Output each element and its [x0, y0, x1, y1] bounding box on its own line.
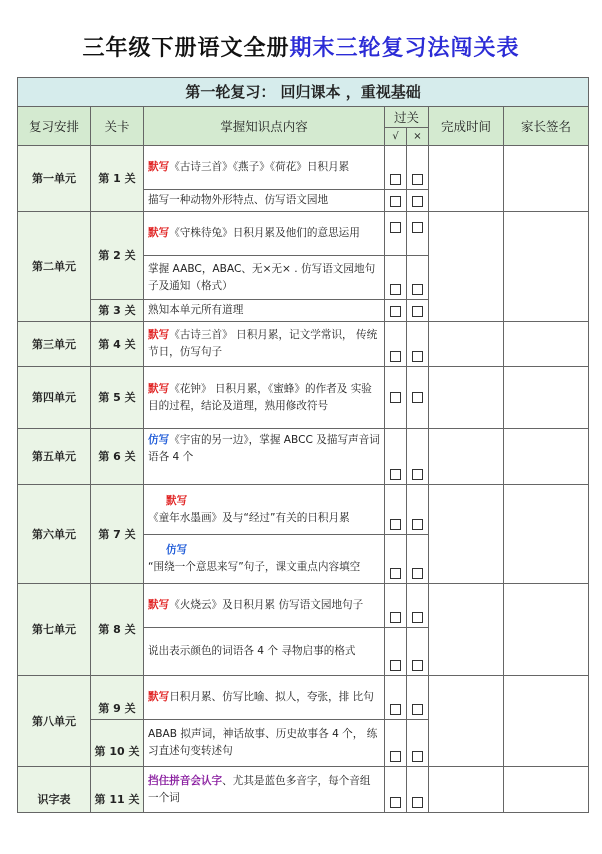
- keyword: 默写: [148, 691, 170, 703]
- checkbox-icon[interactable]: [390, 196, 401, 207]
- pass-check-cell[interactable]: [385, 485, 407, 535]
- content-text: 《宇宙的另一边》，掌握 ABCC 及描写声音词语各 4 个: [148, 434, 380, 463]
- pass-check-cell[interactable]: [385, 429, 407, 485]
- pass-cross-cell[interactable]: [407, 322, 429, 367]
- content-cell: 说出表示颜色的词语各 4 个 寻物启事的格式: [144, 628, 385, 676]
- checkbox-icon[interactable]: [390, 568, 401, 579]
- checkbox-icon[interactable]: [390, 751, 401, 762]
- pass-check-cell[interactable]: [385, 146, 407, 190]
- checkbox-icon[interactable]: [390, 306, 401, 317]
- level-cell: 第 7 关: [91, 485, 144, 584]
- pass-cross-cell[interactable]: [407, 429, 429, 485]
- checkbox-icon[interactable]: [412, 612, 423, 623]
- time-cell[interactable]: [429, 322, 504, 367]
- time-cell[interactable]: [429, 367, 504, 429]
- time-cell[interactable]: [429, 429, 504, 485]
- checkbox-icon[interactable]: [412, 568, 423, 579]
- content-cell: [144, 584, 385, 628]
- checkbox-icon[interactable]: [412, 469, 423, 480]
- sign-cell[interactable]: [504, 429, 589, 485]
- table-row: [18, 322, 589, 367]
- keyword: 默写: [148, 599, 170, 611]
- content-cell: [144, 485, 385, 535]
- pass-check-cell[interactable]: [385, 322, 407, 367]
- table-row: [18, 767, 589, 813]
- keyword: 默写: [148, 329, 170, 341]
- pass-check-cell[interactable]: [385, 300, 407, 322]
- banner-row: [18, 78, 589, 107]
- keyword: 仿写: [148, 434, 170, 446]
- checkbox-icon[interactable]: [412, 392, 423, 403]
- time-cell[interactable]: [429, 146, 504, 212]
- header-time: 完成时间: [429, 107, 504, 146]
- pass-check-cell[interactable]: [385, 535, 407, 584]
- unit-cell: 第六单元: [18, 485, 91, 584]
- content-cell: [144, 322, 385, 367]
- content-cell: [144, 535, 385, 584]
- sign-cell[interactable]: [504, 584, 589, 676]
- checkbox-icon[interactable]: [412, 751, 423, 762]
- content-cell: [144, 367, 385, 429]
- content-cell: [144, 146, 385, 190]
- time-cell[interactable]: [429, 212, 504, 322]
- checkbox-icon[interactable]: [412, 174, 423, 185]
- content-text: “围绕一个意思来写”句子，课文重点内容填空: [148, 561, 361, 573]
- level-cell: 第 2 关: [91, 212, 144, 300]
- table-row: [18, 485, 589, 535]
- checkbox-icon[interactable]: [390, 612, 401, 623]
- keyword: 默写: [148, 382, 170, 395]
- header-arrange: 复习安排: [18, 107, 91, 146]
- title-part2: 期末三轮复习法闯关表: [289, 36, 520, 61]
- checkbox-icon[interactable]: [412, 660, 423, 671]
- time-cell[interactable]: [429, 485, 504, 584]
- pass-check-cell[interactable]: [385, 367, 407, 429]
- pass-check-cell[interactable]: [385, 256, 407, 300]
- level-cell: 第 4 关: [91, 322, 144, 367]
- checkbox-icon[interactable]: [412, 797, 423, 808]
- keyword: 挡住拼音会认字: [148, 774, 223, 787]
- checkbox-icon[interactable]: [390, 174, 401, 185]
- checkbox-icon[interactable]: [390, 392, 401, 403]
- pass-cross-cell[interactable]: [407, 300, 429, 322]
- pass-cross-cell[interactable]: [407, 584, 429, 628]
- pass-check-cell[interactable]: [385, 584, 407, 628]
- pass-check-cell[interactable]: [385, 628, 407, 676]
- pass-cross-cell[interactable]: [407, 367, 429, 429]
- content-cell: [144, 676, 385, 720]
- level-cell: 第 5 关: [91, 367, 144, 429]
- pass-cross-cell[interactable]: [407, 485, 429, 535]
- checkbox-icon[interactable]: [412, 306, 423, 317]
- header-check: √: [385, 128, 407, 146]
- header-cross: ×: [407, 128, 429, 146]
- checkbox-icon[interactable]: [390, 519, 401, 530]
- level-cell: 第 1 关: [91, 146, 144, 212]
- keyword: 默写: [166, 494, 188, 507]
- page-title: [0, 34, 602, 64]
- header-pass: 过关: [385, 107, 429, 128]
- header-sign: 家长签名: [504, 107, 589, 146]
- table-row: [18, 367, 589, 429]
- content-cell: [144, 212, 385, 256]
- table-row: [18, 212, 589, 256]
- header-content: 掌握知识点内容: [144, 107, 385, 146]
- pass-cross-cell[interactable]: [407, 628, 429, 676]
- unit-cell: 第一单元: [18, 146, 91, 212]
- content-cell: 熟知本单元所有道理: [144, 300, 385, 322]
- checkbox-icon[interactable]: [412, 222, 423, 233]
- level-cell: 第 11 关: [91, 767, 144, 813]
- content-cell: 描写一种动物外形特点、仿写语文园地: [144, 190, 385, 212]
- unit-cell: 识字表: [18, 767, 91, 813]
- checkbox-icon[interactable]: [412, 704, 423, 715]
- checkbox-icon[interactable]: [390, 469, 401, 480]
- content-text: 日积月累、仿写比喻、拟人，夸张，排 比句: [169, 691, 374, 703]
- content-text: 、尤其是蓝色多音字，每个音组一个词: [148, 774, 371, 804]
- review-table: [17, 77, 589, 813]
- sign-cell[interactable]: [504, 676, 589, 767]
- checkbox-icon[interactable]: [390, 222, 401, 233]
- unit-cell: 第三单元: [18, 322, 91, 367]
- pass-cross-cell[interactable]: [407, 256, 429, 300]
- level-cell: 第 9 关: [91, 676, 144, 720]
- unit-cell: 第七单元: [18, 584, 91, 676]
- sign-cell[interactable]: [504, 322, 589, 367]
- unit-cell: 第八单元: [18, 676, 91, 767]
- pass-cross-cell[interactable]: [407, 720, 429, 767]
- table-row: [18, 429, 589, 485]
- checkbox-icon[interactable]: [412, 196, 423, 207]
- content-text: 《花钟》 日积月累，《蜜蜂》的作者及 实验目的过程，结论及道理，熟用修改符号: [148, 382, 372, 412]
- banner: 第一轮复习： 回归课本 ，重视基础: [18, 78, 589, 107]
- content-text: 《童年水墨画》及与“经过”有关的日积月累: [148, 511, 350, 524]
- unit-cell: 第四单元: [18, 367, 91, 429]
- keyword: 默写: [148, 161, 170, 173]
- pass-check-cell[interactable]: [385, 767, 407, 813]
- time-cell[interactable]: [429, 584, 504, 676]
- pass-check-cell[interactable]: [385, 190, 407, 212]
- level-cell: 第 3 关: [91, 300, 144, 322]
- unit-cell: 第五单元: [18, 429, 91, 485]
- keyword: 仿写: [166, 544, 188, 556]
- pass-cross-cell[interactable]: [407, 676, 429, 720]
- level-cell: 第 6 关: [91, 429, 144, 485]
- pass-check-cell[interactable]: [385, 720, 407, 767]
- header-row: [18, 107, 589, 128]
- pass-check-cell[interactable]: [385, 212, 407, 256]
- content-text: 《古诗三首》《燕子》《荷花》日积月累: [169, 161, 350, 173]
- content-cell: 掌握 AABC，ABAC、无×无× . 仿写语文园地句子及通知（格式）: [144, 256, 385, 300]
- checkbox-icon[interactable]: [390, 351, 401, 362]
- table-row: [18, 584, 589, 628]
- table-row: [18, 146, 589, 190]
- content-text: 《守株待兔》日积月累及他们的意思运用: [169, 227, 360, 239]
- time-cell[interactable]: [429, 767, 504, 813]
- checkbox-icon[interactable]: [390, 284, 401, 295]
- keyword: 默写: [148, 227, 170, 239]
- sign-cell[interactable]: [504, 367, 589, 429]
- checkbox-icon[interactable]: [390, 660, 401, 671]
- content-text: 《火烧云》及日积月累 仿写语文园地句子: [169, 599, 364, 611]
- level-cell: 第 8 关: [91, 584, 144, 676]
- content-cell: ABAB 拟声词，神话故事、历史故事各 4 个， 练习直述句变转述句: [144, 720, 385, 767]
- pass-cross-cell[interactable]: [407, 535, 429, 584]
- header-level: 关卡: [91, 107, 144, 146]
- level-cell: 第 10 关: [91, 720, 144, 767]
- time-cell[interactable]: [429, 676, 504, 767]
- title-part1: 三年级下册语文全册: [82, 36, 290, 61]
- pass-cross-cell[interactable]: [407, 767, 429, 813]
- pass-cross-cell[interactable]: [407, 212, 429, 256]
- content-text: 《古诗三首》 日积月累，记文学常识， 传统节日，仿写句子: [148, 329, 378, 358]
- pass-cross-cell[interactable]: [407, 146, 429, 190]
- unit-cell: 第二单元: [18, 212, 91, 322]
- table-row: [18, 676, 589, 720]
- checkbox-icon[interactable]: [412, 519, 423, 530]
- sign-cell[interactable]: [504, 212, 589, 322]
- sign-cell[interactable]: [504, 767, 589, 813]
- sign-cell[interactable]: [504, 146, 589, 212]
- pass-check-cell[interactable]: [385, 676, 407, 720]
- checkbox-icon[interactable]: [412, 351, 423, 362]
- content-cell: [144, 767, 385, 813]
- sign-cell[interactable]: [504, 485, 589, 584]
- content-cell: [144, 429, 385, 485]
- checkbox-icon[interactable]: [412, 284, 423, 295]
- checkbox-icon[interactable]: [390, 797, 401, 808]
- pass-cross-cell[interactable]: [407, 190, 429, 212]
- checkbox-icon[interactable]: [390, 704, 401, 715]
